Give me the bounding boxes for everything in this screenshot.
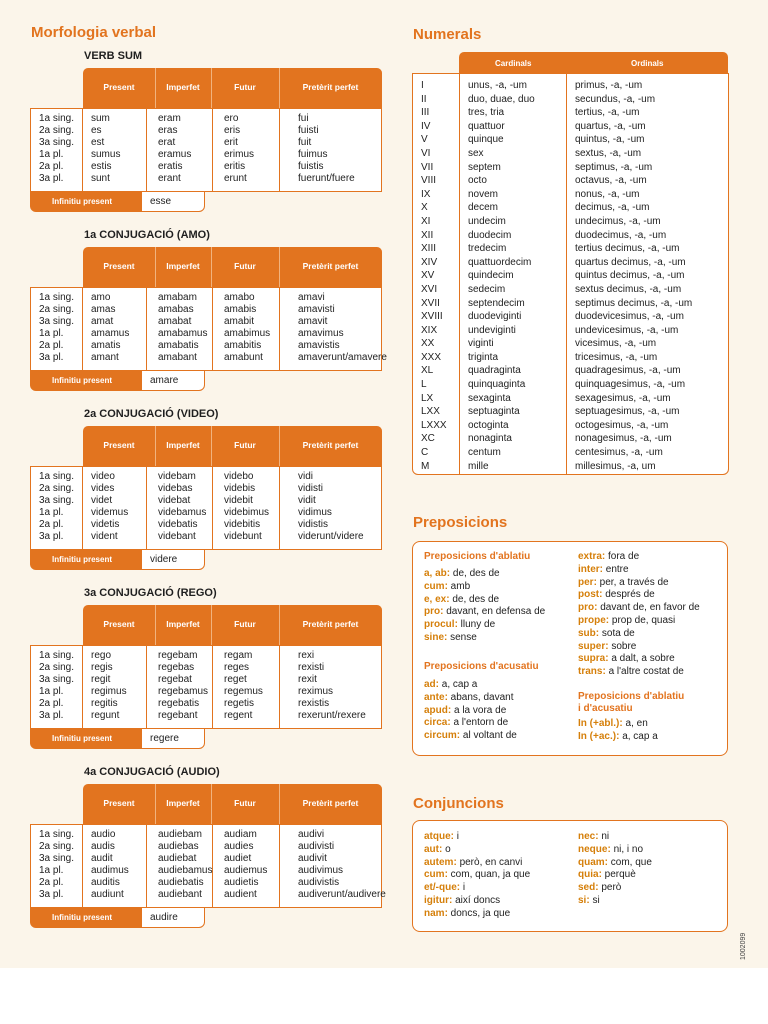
keyword: super [578, 640, 606, 652]
abl-list [424, 568, 584, 645]
header-present: Present [103, 261, 135, 271]
infinitive-label-bar [30, 549, 141, 570]
imperfet-column: videbam videbas videbat videbamus videbatis videbant [158, 471, 207, 543]
definition-item: ante: abans, davant [424, 691, 514, 703]
header-perfet: Pretèrit perfet [302, 82, 359, 92]
keyword: nam [424, 907, 445, 919]
futur-column: audiam audies audiet audiemus audietis audient [224, 829, 268, 901]
cardinals-header: Cardinals [495, 59, 532, 68]
definition-item: trans: a l'altre costat de [578, 666, 684, 678]
present-column: sum es est sumus estis sunt [91, 113, 121, 185]
present-column: rego regis regit regimus regitis regunt [91, 650, 127, 722]
header-futur: Futur [234, 619, 256, 629]
infinitive-value: esse [150, 196, 172, 207]
keyword: post [578, 589, 600, 601]
perfet-column: vidi vidisti vidit vidimus vidistis viderunt/videre [298, 471, 364, 543]
keyword: circa [424, 717, 448, 729]
imperfet-column: amabam amabas amabat amabamus amabatis amabant [158, 292, 208, 364]
definition-item: inter: entre [578, 563, 629, 575]
keyword: cum [424, 869, 445, 881]
header-futur: Futur [234, 261, 256, 271]
roman-numerals: I II III IV V VI VII VIII IX X XI XII XIII XIV XV XVI XVII XVIII XIX XX XXX XL L LX LXX LXXX XC C M [421, 80, 447, 472]
definition-item: post: després de [578, 589, 655, 601]
definition-item: neque: ni, i no [578, 843, 644, 855]
imperfet-column: regebam regebas regebat regebamus regebatis regebant [158, 650, 209, 722]
futur-column: videbo videbis videbit videbimus videbitis videbunt [224, 471, 270, 543]
infinitive-label: Infinitiu present [52, 734, 112, 743]
definition-item: sine: sense [424, 631, 477, 643]
header-perfet: Pretèrit perfet [302, 261, 359, 271]
meaning: a l'altre costat de [608, 666, 684, 678]
verb-table-title: 3a CONJUGACIÓ (REGO) [84, 587, 217, 599]
perfet-column: amavi amavisti amavit amavimus amavistis amaverunt/amavere [298, 292, 387, 364]
definition-item: cum: amb [424, 580, 471, 592]
verb-table-title: 4a CONJUGACIÓ (AUDIO) [84, 766, 220, 778]
infinitive-label-bar [30, 728, 141, 749]
meaning: a, en [625, 718, 648, 729]
keyword: nec [578, 831, 596, 842]
infinitive-label-bar [30, 370, 141, 391]
numerals-header [459, 52, 728, 74]
keyword: trans [578, 666, 603, 678]
definition-item: sed: però [578, 882, 622, 894]
ordinals-header: Ordinals [631, 59, 664, 68]
present-column: audio audis audit audimus auditis audiunt [91, 829, 129, 901]
header-futur: Futur [234, 798, 256, 808]
perfet-column: rexi rexisti rexit reximus rexistis rexerunt/rexere [298, 650, 366, 722]
verb-table-header [83, 605, 382, 645]
infinitive-label: Infinitiu present [52, 197, 112, 206]
definition-item: extra: fora de [578, 551, 640, 562]
infinitive-box [141, 728, 205, 749]
keyword: supra [578, 653, 606, 665]
morfologia-title: Morfologia verbal [31, 24, 157, 41]
present-column: video vides videt videmus videtis vident [91, 471, 129, 543]
verb-table-header [83, 68, 382, 108]
verb-table-body [30, 466, 382, 550]
futur-column: regam reges reget regemus regetis regent [224, 650, 263, 722]
definition-item: circum: al voltant de [424, 730, 517, 742]
verb-table-body [30, 287, 387, 371]
keyword: apud [424, 704, 448, 716]
keyword: si [578, 894, 587, 906]
definition-item: a, ab: de, des de [424, 568, 500, 579]
keyword: prope [578, 614, 606, 626]
definition-item: apud: a la vora de [424, 704, 507, 716]
header-imperfet: Imperfet [166, 440, 200, 450]
header-perfet: Pretèrit perfet [302, 619, 359, 629]
keyword: ad [424, 679, 436, 690]
keyword: sine [424, 631, 445, 643]
header-present: Present [103, 82, 135, 92]
meaning: i [456, 831, 460, 842]
meaning: com, que [610, 856, 652, 868]
verb-table-body [30, 645, 382, 729]
definition-item: pro: davant de, en favor de [578, 602, 700, 614]
meaning: sota de [601, 627, 635, 639]
keyword: e, ex [424, 593, 447, 605]
infinitive-value: audire [150, 912, 178, 923]
meaning: si [592, 894, 600, 906]
meaning: però, en canvi [459, 856, 523, 868]
header-perfet: Pretèrit perfet [302, 440, 359, 450]
persons-column: 1a sing. 2a sing. 3a sing. 1a pl. 2a pl. 3a pl. [39, 650, 75, 722]
infinitive-value: regere [150, 733, 179, 744]
persons-column: 1a sing. 2a sing. 3a sing. 1a pl. 2a pl. 3a pl. [39, 829, 75, 901]
definition-item: quia: perquè [578, 869, 636, 881]
definition-item: e, ex: de, des de [424, 593, 500, 605]
keyword: atque [424, 831, 451, 842]
verb-table-body [30, 108, 382, 192]
keyword: ante [424, 691, 445, 703]
infinitive-label: Infinitiu present [52, 555, 112, 564]
keyword: In (+ac.) [578, 730, 617, 742]
definition-item: si: si [578, 894, 600, 906]
keyword: a, ab [424, 568, 447, 579]
definition-item: supra: a dalt, a sobre [578, 653, 675, 665]
acc-list [424, 679, 584, 743]
definition-item: sub: sota de [578, 627, 635, 639]
header-imperfet: Imperfet [166, 798, 200, 808]
infinitive-box [141, 907, 205, 928]
keyword: cum [424, 580, 445, 592]
imperfet-column: audiebam audiebas audiebat audiebamus audiebatis audiebant [158, 829, 213, 901]
definition-item: In (+ac.): a, cap a [578, 730, 658, 742]
keyword: sed [578, 882, 596, 894]
definition-item: aut: o [424, 843, 451, 855]
infinitive-box [141, 191, 205, 212]
keyword: quia [578, 869, 599, 881]
meaning: fora de [608, 551, 640, 562]
meaning: sobre [611, 640, 637, 652]
abl-title: Preposicions d'ablatiu [424, 551, 531, 562]
meaning: a la vora de [454, 704, 507, 716]
meaning: ni [601, 831, 610, 842]
futur-column: amabo amabis amabit amabimus amabitis amabunt [224, 292, 271, 364]
meaning: abans, davant [450, 691, 514, 703]
definition-item: pro: davant, en defensa de [424, 606, 546, 618]
meaning: i [462, 882, 466, 894]
infinitive-box [141, 370, 205, 391]
keyword: pro [578, 602, 595, 614]
keyword: quam [578, 856, 605, 868]
meaning: o [445, 843, 451, 855]
infinitive-label-bar [30, 191, 141, 212]
perfet-column: fui fuisti fuit fuimus fuistis fuerunt/fuere [298, 113, 355, 185]
meaning: doncs, ja que [450, 907, 511, 919]
infinitive-box [141, 549, 205, 570]
ordinal-numerals: primus, -a, -um secundus, -a, -um tertius, -a, -um quartus, -a, -um quintus, -a, -um sextus, -a, -um septimus, -a, -um octavus, -a, -um nonus, -a, -um decimus, -a, -um undecimus, -a, -um duodecimus, -a, -um tertius decimus, -a, -um quartus decimus, -a, -um quintus decimus, -a, -um sextus decimus, -a, -um septimus decimus, -a, -um duodevicesimus, -a, -um undevicesimus, -a, -um vicesimus, -a, -um tricesimus, -a, -um quadragesimus, -a, -um quinquagesimus, -a, -um sexagesimus, -a, -um septuagesimus, -a, -um octogesimus, -a, -um nonagesimus, -a, -um centesimus, -a, -um millesimus, -a, um [575, 80, 693, 472]
meaning: ni, i no [613, 843, 644, 855]
both-list [578, 718, 723, 744]
persons-column: 1a sing. 2a sing. 3a sing. 1a pl. 2a pl. 3a pl. [39, 292, 75, 364]
meaning: així doncs [455, 894, 501, 906]
definition-item: prope: prop de, quasi [578, 614, 676, 626]
keyword: extra [578, 551, 602, 562]
meaning: com, quan, ja que [450, 869, 531, 881]
header-perfet: Pretèrit perfet [302, 798, 359, 808]
cardinal-numerals: unus, -a, -um duo, duae, duo tres, tria quattuor quinque sex septem octo novem decem undecim duodecim tredecim quattuordecim quindecim sedecim septendecim duodeviginti undeviginti viginti triginta quadraginta quinquaginta sexaginta septuaginta octoginta nonaginta centum mille [468, 80, 535, 472]
definition-item: et/-que: i [424, 882, 466, 894]
both-title-2: i d'acusatiu [578, 703, 633, 714]
header-present: Present [103, 798, 135, 808]
conjuncions-title: Conjuncions [413, 795, 504, 812]
acc-title: Preposicions d'acusatiu [424, 661, 539, 672]
verb-table-title: VERB SUM [84, 50, 143, 62]
definition-item: autem: però, en canvi [424, 856, 523, 868]
infinitive-label: Infinitiu present [52, 376, 112, 385]
header-futur: Futur [234, 440, 256, 450]
definition-item: circa: a l'entorn de [424, 717, 509, 729]
meaning: de, des de [452, 593, 500, 605]
verb-table-title: 2a CONJUGACIÓ (VIDEO) [84, 408, 219, 420]
definition-item: In (+abl.): a, en [578, 718, 648, 729]
conjuncions-right-list [578, 831, 723, 908]
header-futur: Futur [234, 82, 256, 92]
persons-column: 1a sing. 2a sing. 3a sing. 1a pl. 2a pl. 3a pl. [39, 471, 75, 543]
meaning: al voltant de [462, 730, 517, 742]
imperfet-column: eram eras erat eramus eratis erant [158, 113, 192, 185]
verb-table-title: 1a CONJUGACIÓ (AMO) [84, 229, 210, 241]
keyword: procul [424, 619, 455, 631]
meaning: lluny de [460, 619, 496, 631]
keyword: per [578, 576, 594, 588]
definition-item: igitur: així doncs [424, 894, 501, 906]
meaning: de, des de [452, 568, 500, 579]
meaning: després de [605, 589, 655, 601]
header-imperfet: Imperfet [166, 261, 200, 271]
meaning: amb [450, 580, 471, 592]
definition-item: cum: com, quan, ja que [424, 869, 531, 881]
verb-table-header [83, 426, 382, 466]
meaning: prop de, quasi [611, 614, 676, 626]
definition-item: atque: i [424, 831, 460, 842]
futur-column: ero eris erit erimus eritis erunt [224, 113, 255, 185]
numerals-title: Numerals [413, 26, 482, 43]
keyword: et/-que [424, 882, 457, 894]
meaning: entre [605, 563, 629, 575]
meaning: sense [450, 631, 477, 643]
preposicions-title: Preposicions [413, 514, 508, 531]
keyword: circum [424, 730, 457, 742]
acc2-list [578, 551, 723, 679]
infinitive-value: videre [150, 554, 178, 565]
meaning: davant, en defensa de [446, 606, 546, 618]
persons-column: 1a sing. 2a sing. 3a sing. 1a pl. 2a pl. 3a pl. [39, 113, 75, 185]
meaning: a l'entorn de [453, 717, 509, 729]
keyword: sub [578, 627, 596, 639]
verb-table-body [30, 824, 386, 908]
meaning: a, cap a [622, 730, 658, 742]
keyword: igitur [424, 894, 449, 906]
keyword: In (+abl.) [578, 718, 620, 729]
header-present: Present [103, 619, 135, 629]
meaning: a, cap a [441, 679, 478, 690]
keyword: inter [578, 563, 600, 575]
definition-item: super: sobre [578, 640, 637, 652]
perfet-column: audivi audivisti audivit audivimus audivistis audiverunt/audivere [298, 829, 386, 901]
definition-item: nec: ni [578, 831, 610, 842]
header-present: Present [103, 440, 135, 450]
both-title-1: Preposicions d'ablatiu [578, 691, 685, 702]
meaning: per, a través de [599, 576, 669, 588]
meaning: davant de, en favor de [600, 602, 700, 614]
meaning: perquè [604, 869, 636, 881]
verb-table-header [83, 784, 382, 824]
infinitive-value: amare [150, 375, 179, 386]
definition-item: quam: com, que [578, 856, 652, 868]
definition-item: ad: a, cap a [424, 679, 478, 690]
keyword: autem [424, 856, 454, 868]
meaning: però [601, 882, 622, 894]
page-code: 1002099 [740, 932, 747, 960]
infinitive-label-bar [30, 907, 141, 928]
definition-item: procul: lluny de [424, 619, 496, 631]
verb-table-header [83, 247, 382, 287]
meaning: a dalt, a sobre [611, 653, 675, 665]
definition-item: per: per, a través de [578, 576, 669, 588]
present-column: amo amas amat amamus amatis amant [91, 292, 130, 364]
keyword: aut [424, 843, 439, 855]
definition-item: nam: doncs, ja que [424, 907, 511, 919]
header-imperfet: Imperfet [166, 619, 200, 629]
keyword: neque [578, 843, 608, 855]
infinitive-label: Infinitiu present [52, 913, 112, 922]
keyword: pro [424, 606, 441, 618]
header-imperfet: Imperfet [166, 82, 200, 92]
